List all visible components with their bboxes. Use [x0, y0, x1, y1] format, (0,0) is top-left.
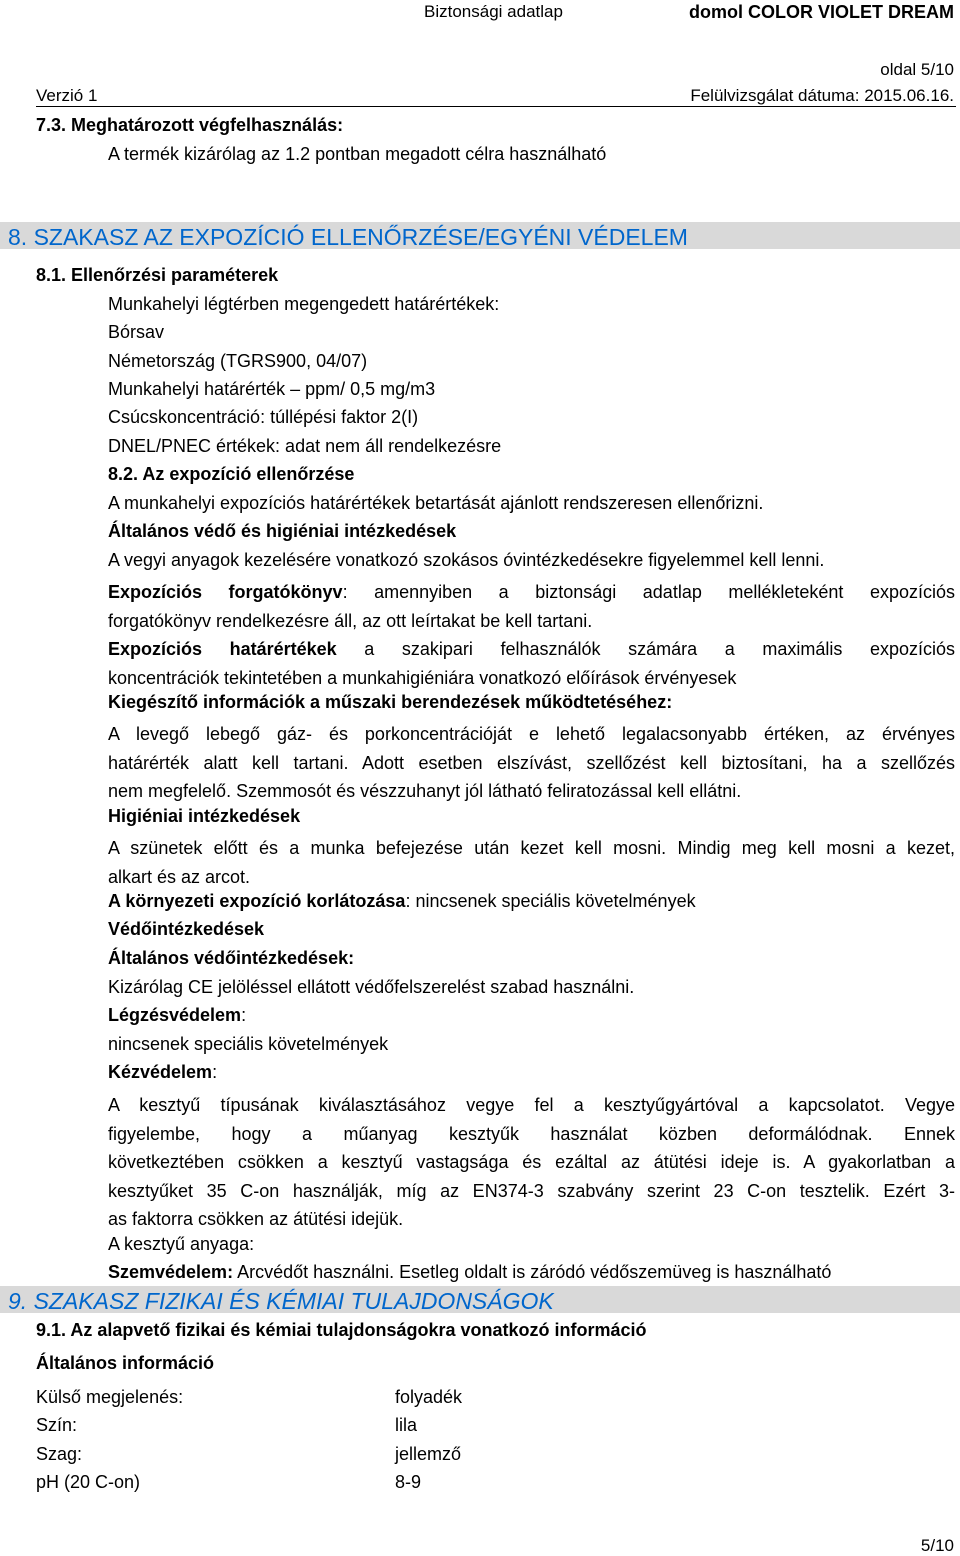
glove-material-label: A kesztyű anyaga: [108, 1234, 255, 1254]
hygiene-paragraph: A szünetek előtt és a munka befejezése után kezet kell mosni. Mindig meg kell mosni a kezet, alkart és az arcot. [108, 838, 955, 887]
protective-measures-heading: Védőintézkedések [108, 919, 265, 939]
section-9-title: 9. SZAKASZ FIZIKAI ÉS KÉMIAI TULAJDONSÁGOK [8, 1288, 554, 1314]
country-regulation: Németország (TGRS900, 04/07) [108, 351, 368, 371]
section-8-2-heading: 8.2. Az expozíció ellenőrzése [108, 464, 355, 484]
exposure-limits-bold: Expozíciós határértékek [108, 639, 337, 659]
property-value: 8-9 [395, 1472, 422, 1492]
revision-date: Felülvizsgálat dátuma: 2015.06.16. [690, 86, 954, 105]
exposure-scenario-paragraph: Expozíciós forgatókönyv: amennyiben a biztonsági adatlap mellékleteként expozíciós forgatókönyv rendelkezésre áll, az ott leírtakat be kell tartani. [108, 582, 955, 631]
product-name: domol COLOR VIOLET DREAM [689, 2, 954, 22]
property-label: Külső megjelenés: [36, 1387, 184, 1407]
header-divider [36, 106, 956, 107]
general-measures-heading: Általános védő és higiéniai intézkedések [108, 521, 457, 541]
property-value: jellemző [395, 1444, 462, 1464]
version-label: Verzió 1 [36, 86, 98, 105]
respiratory-protection-heading: Légzésvédelem: [108, 1005, 247, 1025]
general-protective-heading: Általános védőintézkedések: [108, 948, 355, 968]
general-measures-text: A vegyi anyagok kezelésére vonatkozó szokásos óvintézkedésekre figyelemmel kell lenni. [108, 550, 825, 570]
property-value: folyadék [395, 1387, 463, 1407]
section-9-banner [0, 1286, 960, 1313]
ventilation-paragraph: A levegő lebegő gáz- és porkoncentrációját e lehető legalacsonyabb értéken, az érvényes határérték alatt kell tartani. Adott esetben elszívást, szellőzést kell biztosítani, ha a szellőzés nem megfelelő. Szemmosót és vészzuhanyt jól látható feliratozással kell ellátni. [108, 724, 955, 801]
property-value: lila [395, 1415, 418, 1435]
technical-info-heading: Kiegészítő információk a műszaki berendezések működtetéséhez: [108, 692, 673, 712]
property-label: Szín: [36, 1415, 78, 1435]
page-number-header: oldal 5/10 [880, 60, 954, 79]
hygiene-heading: Higiéniai intézkedések [108, 806, 301, 826]
section-8-title: 8. SZAKASZ AZ EXPOZÍCIÓ ELLENŐRZÉSE/EGYÉNI VÉDELEM [8, 224, 688, 250]
monitoring-text: A munkahelyi expozíciós határértékek betartását ajánlott rendszeresen ellenőrizni. [108, 493, 764, 513]
exposure-limits-paragraph: Expozíciós határértékek a szakipari felhasználók számára a maximális expozíciós koncentrációk tekintetében a munkahigiéniára vonatkozó előírások érvényesek [108, 639, 955, 688]
document-type: Biztonsági adatlap [424, 2, 563, 21]
workplace-limit: Munkahelyi határérték – ppm/ 0,5 mg/m3 [108, 379, 436, 399]
glove-paragraph: A kesztyű típusának kiválasztásához vegye fel a kesztyűgyártóval a kapcsolatot. Vegye figyelembe, hogy a műanyag kesztyűk használat közben deformálódnak. Ennek következtében csökken a kesztyű vastagsága és ezáltal az átütési ideje is. A gyakorlatban a kesztyűket 35 C-on használják, míg az EN374-3 szabvány szerint 23 C-on tesztelik. Ezért 3- as faktorra csökken az átütési idejük. [108, 1095, 955, 1229]
section-9-1-heading: 9.1. Az alapvető fizikai és kémiai tulajdonságokra vonatkozó információ [36, 1320, 647, 1340]
section-7-3-heading: 7.3. Meghatározott végfelhasználás: [36, 115, 344, 135]
property-label: pH (20 C-on) [36, 1472, 141, 1492]
ce-equipment-text: Kizárólag CE jelöléssel ellátott védőfelszerelést szabad használni. [108, 977, 635, 997]
dnel-pnec: DNEL/PNEC értékek: adat nem áll rendelkezésre [108, 436, 502, 456]
page-number-footer: 5/10 [920, 1536, 954, 1555]
exposure-scenario-bold: Expozíciós forgatókönyv [108, 582, 343, 602]
environmental-exposure: A környezeti expozíció korlátozása: nincsenek speciális követelmények [108, 891, 696, 911]
exposure-limits-label: Munkahelyi légtérben megengedett határértékek: [108, 294, 500, 314]
hand-protection-heading: Kézvédelem: [108, 1062, 218, 1082]
peak-concentration: Csúcskoncentráció: túllépési faktor 2(I) [108, 407, 419, 427]
general-info-heading: Általános információ [36, 1353, 215, 1373]
property-label: Szag: [36, 1444, 83, 1464]
section-8-banner [0, 222, 960, 249]
section-8-1-heading: 8.1. Ellenőrzési paraméterek [36, 265, 279, 285]
section-7-3-text: A termék kizárólag az 1.2 pontban megadott célra használható [108, 144, 607, 164]
substance-name: Bórsav [108, 322, 165, 342]
respiratory-protection-text: nincsenek speciális követelmények [108, 1034, 389, 1054]
eye-protection: Szemvédelem: Arcvédőt használni. Esetleg oldalt is záródó védőszemüveg is használható [108, 1262, 832, 1282]
